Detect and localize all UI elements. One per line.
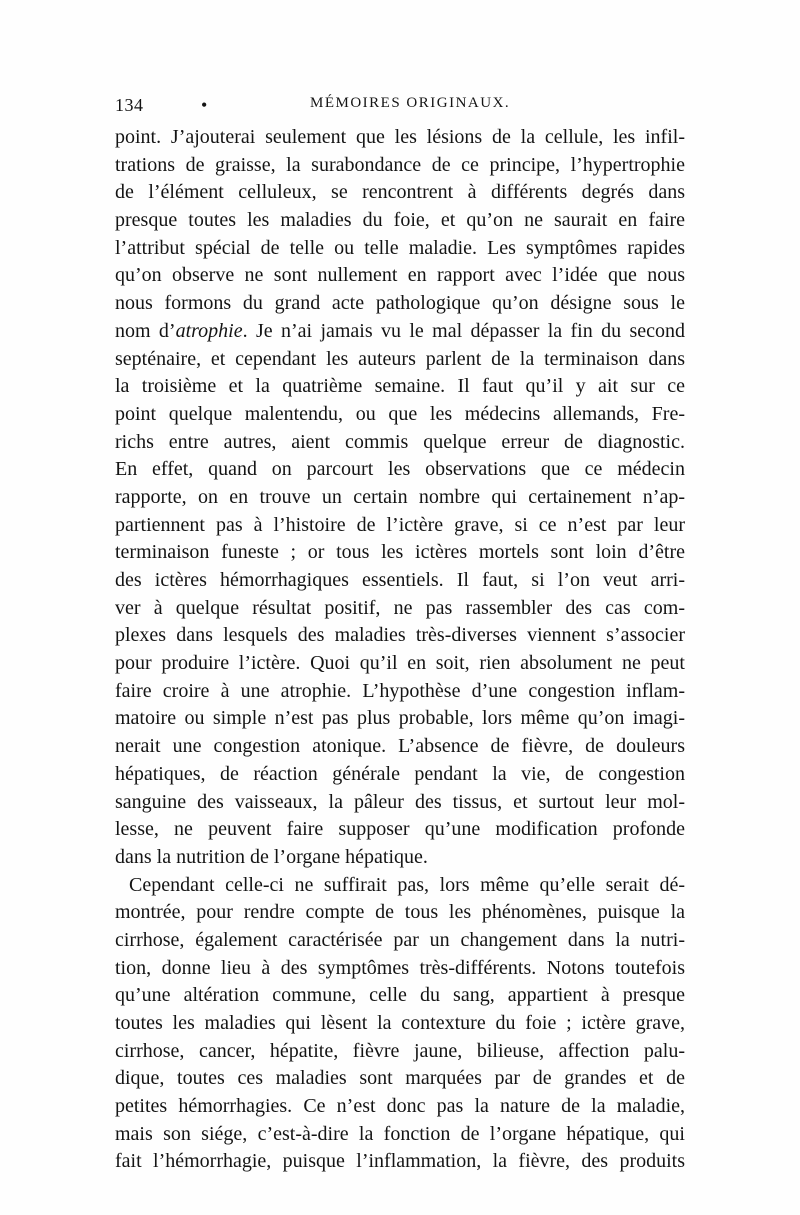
text-line: fait l’hémorrhagie, puisque l’inflammation, la fièvre, des produits — [115, 1150, 685, 1173]
text-line: partiennent pas à l’histoire de l’ictère grave, si ce n’est par leur — [115, 513, 685, 536]
text-line: petites hémorrhagies. Ce n’est donc pas la nature de la maladie, — [115, 1095, 685, 1118]
text-line: terminaison funeste ; or tous les ictères mortels sont loin d’être — [115, 541, 685, 564]
text-line: de l’élément celluleux, se rencontrent à différents degrés dans — [115, 181, 685, 204]
paragraph-end-line: dans la nutrition de l’organe hépatique. — [115, 845, 428, 868]
text-line: des ictères hémorrhagiques essentiels. Il faut, si l’on veut arri- — [115, 569, 685, 591]
text-line: cirrhose, également caractérisée par un changement dans la nutri- — [115, 928, 685, 951]
text-line: la troisième et la quatrième semaine. Il faut qu’il y ait sur ce — [115, 375, 685, 398]
text-line: faire croire à une atrophie. L’hypothèse d’une congestion inflam- — [115, 679, 685, 702]
text-line — [115, 318, 685, 346]
text-line: tion, donne lieu à des symptômes très-différents. Notons toutefois — [115, 956, 685, 979]
text-line: pour produire l’ictère. Quoi qu’il en soit, rien absolument ne peut — [115, 652, 685, 675]
text-line: hépatiques, de réaction générale pendant la vie, de congestion — [115, 762, 685, 785]
text-line: richs entre autres, aient commis quelque erreur de diagnostic. — [115, 430, 685, 453]
text-line: sanguine des vaisseaux, la pâleur des tissus, et surtout leur mol- — [115, 790, 685, 813]
text-line: plexes dans lesquels des maladies très-diverses viennent s’associer — [115, 624, 685, 647]
text-fragment: nom d’ — [115, 319, 176, 342]
text-line: matoire ou simple n’est pas plus probable, lors même qu’on imagi- — [115, 707, 685, 730]
running-title: MÉMOIRES ORIGINAUX. — [310, 95, 511, 111]
body-text — [115, 124, 685, 1176]
text-line: toutes les maladies qui lèsent la contexture du foie ; ictère grave, — [115, 1012, 685, 1034]
text-line: l’attribut spécial de telle ou telle maladie. Les symptômes rapides — [115, 236, 685, 259]
text-line: nous formons du grand acte pathologique qu’on désigne sous le — [115, 292, 685, 315]
text-line: En effet, quand on parcourt les observations que ce médecin — [115, 458, 685, 481]
text-line: qu’une altération commune, celle du sang, appartient à presque — [115, 984, 685, 1007]
text-line: mais son siége, c’est-à-dire la fonction de l’organe hépatique, qui — [115, 1122, 685, 1145]
running-head — [115, 95, 685, 121]
page-number: 134 — [115, 95, 144, 115]
text-fragment: . Je n’ai jamais vu le mal dépasser la fin du second — [242, 319, 685, 342]
text-line: dique, toutes ces maladies sont marquées par de grandes et de — [115, 1067, 685, 1090]
ornament-dot: • — [201, 95, 208, 115]
text-line: rapporte, on en trouve un certain nombre qui certainement n’ap- — [115, 485, 685, 508]
text-line: lesse, ne peuvent faire supposer qu’une modification profonde — [115, 818, 685, 841]
text-line: point. J’ajouterai seulement que les lésions de la cellule, les infil- — [115, 126, 685, 148]
text-line: ver à quelque résultat positif, ne pas rassembler des cas com- — [115, 596, 685, 619]
emphasis-atrophie: atrophie — [175, 319, 243, 342]
text-line: point quelque malentendu, ou que les médecins allemands, Fre- — [115, 402, 685, 425]
text-line: nerait une congestion atonique. L’absence de fièvre, de douleurs — [115, 735, 685, 758]
text-line: trations de graisse, la surabondance de ce principe, l’hypertrophie — [115, 153, 685, 176]
text-line: cirrhose, cancer, hépatite, fièvre jaune, bilieuse, affection palu- — [115, 1039, 685, 1062]
text-line: qu’on observe ne sont nullement en rapport avec l’idée que nous — [115, 264, 685, 287]
paragraph-start-line: Cependant celle-ci ne suffirait pas, lors même qu’elle serait dé- — [129, 873, 685, 896]
text-line: septénaire, et cependant les auteurs parlent de la terminaison dans — [115, 347, 685, 370]
text-line: presque toutes les maladies du foie, et qu’on ne saurait en faire — [115, 209, 685, 232]
text-line: montrée, pour rendre compte de tous les phénomènes, puisque la — [115, 901, 685, 924]
